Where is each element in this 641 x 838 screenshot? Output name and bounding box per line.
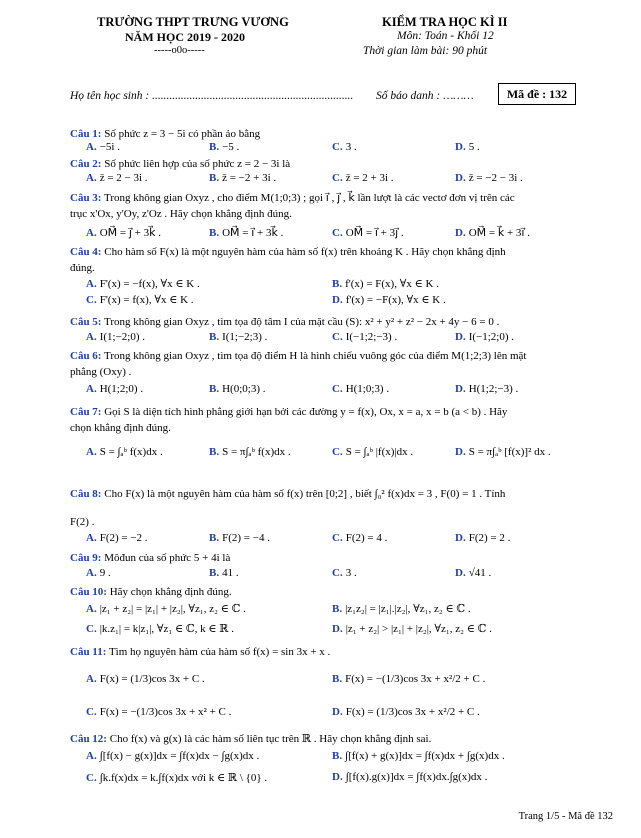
q3-option-c[interactable]: C. OM⃗ = i⃗ + 3j⃗ . xyxy=(332,227,404,239)
q12-option-c[interactable]: C. ∫k.f(x)dx = k.∫f(x)dx với k ∈ ℝ \ {0} . xyxy=(86,772,268,784)
q1-option-d[interactable]: D. 5 . xyxy=(455,141,480,153)
q8-option-b[interactable]: B. F(2) = −4 . xyxy=(209,532,270,544)
q10-option-c[interactable]: C. |k.z₁| = k|z₁|, ∀z₁ ∈ ℂ, k ∈ ℝ . xyxy=(86,623,234,635)
q7-option-b[interactable]: B. S = π∫ₐᵇ f(x)dx . xyxy=(209,446,291,458)
question-9: Câu 9: Môđun của số phức 5 + 4i là xyxy=(70,552,231,564)
q11-option-c[interactable]: C. F(x) = −(1/3)cos 3x + x² + C . xyxy=(86,706,232,718)
q6-option-c[interactable]: C. H(1;0;3) . xyxy=(332,383,390,395)
q12-option-a[interactable]: A. ∫[f(x) − g(x)]dx = ∫f(x)dx − ∫g(x)dx . xyxy=(86,750,260,762)
question-1: Câu 1: Số phức z = 3 − 5i có phần ảo bằng xyxy=(70,128,261,140)
question-12: Câu 12: Cho f(x) và g(x) là các hàm số liên tục trên ℝ . Hãy chọn khẳng định sai. xyxy=(70,733,432,745)
q8-option-c[interactable]: C. F(2) = 4 . xyxy=(332,532,388,544)
question-5: Câu 5: Trong không gian Oxyz , tìm tọa độ tâm I của mặt cầu (S): x² + y² + z² − 2x + 4y − 6 = 0 . xyxy=(70,316,500,328)
question-3: Câu 3: Trong không gian Oxyz , cho điểm M(1;0;3) ; gọi i⃗ , j⃗ , k⃗ lần lượt là các vectơ đơn vị trên các xyxy=(70,192,515,204)
q2-option-b[interactable]: B. z̄ = −2 + 3i . xyxy=(209,172,277,184)
q10-option-b[interactable]: B. |z₁z₂| = |z₁|.|z₂|, ∀z₁, z₂ ∈ ℂ . xyxy=(332,603,471,615)
question-3-cont: trục x'Ox, y'Oy, z'Oz . Hãy chọn khẳng định đúng. xyxy=(70,208,292,220)
q1-option-a[interactable]: A. −5i . xyxy=(86,141,120,153)
q10-option-d[interactable]: D. |z₁ + z₂| > |z₁| + |z₂|, ∀z₁, z₂ ∈ ℂ . xyxy=(332,623,492,635)
q3-option-a[interactable]: A. OM⃗ = j⃗ + 3k⃗ . xyxy=(86,227,161,239)
student-name-label: Họ tên học sinh : ...................................................................... xyxy=(70,90,354,102)
header-divider: -----o0o----- xyxy=(154,45,205,56)
q2-option-a[interactable]: A. z̄ = 2 − 3i . xyxy=(86,172,148,184)
question-8: Câu 8: Cho F(x) là một nguyên hàm của hàm số f(x) trên [0;2] , biết ∫₀² f(x)dx = 3 , F(0) = 1 . Tính xyxy=(70,488,506,500)
question-6: Câu 6: Trong không gian Oxyz , tìm tọa độ điểm H là hình chiếu vuông góc của điểm M(1;2;3) lên mặt xyxy=(70,350,527,362)
q5-option-d[interactable]: D. I(−1;2;0) . xyxy=(455,331,515,343)
q6-option-a[interactable]: A. H(1;2;0) . xyxy=(86,383,144,395)
q1-option-b[interactable]: B. −5 . xyxy=(209,141,240,153)
q9-option-a[interactable]: A. 9 . xyxy=(86,567,111,579)
school-name: TRƯỜNG THPT TRƯNG VƯƠNG xyxy=(97,15,289,29)
q5-option-a[interactable]: A. I(1;−2;0) . xyxy=(86,331,146,343)
q7-option-a[interactable]: A. S = ∫ₐᵇ f(x)dx . xyxy=(86,446,163,458)
q3-option-b[interactable]: B. OM⃗ = i⃗ + 3k⃗ . xyxy=(209,227,284,239)
q7-option-d[interactable]: D. S = π∫ₐᵇ [f(x)]² dx . xyxy=(455,446,551,458)
q9-option-d[interactable]: D. √41 . xyxy=(455,567,492,579)
exam-subject: Môn: Toán - Khối 12 xyxy=(397,30,494,42)
q11-option-a[interactable]: A. F(x) = (1/3)cos 3x + C . xyxy=(86,673,205,685)
q4-option-a[interactable]: A. F'(x) = −f(x), ∀x ∈ K . xyxy=(86,278,200,290)
q4-option-b[interactable]: B. f'(x) = F(x), ∀x ∈ K . xyxy=(332,278,439,290)
exam-duration: Thời gian làm bài: 90 phút xyxy=(363,45,488,57)
q1-option-c[interactable]: C. 3 . xyxy=(332,141,357,153)
q6-option-d[interactable]: D. H(1;2;−3) . xyxy=(455,383,519,395)
q8-option-a[interactable]: A. F(2) = −2 . xyxy=(86,532,148,544)
q9-option-c[interactable]: C. 3 . xyxy=(332,567,357,579)
question-7: Câu 7: Gọi S là diện tích hình phẳng giới hạn bởi các đường y = f(x), Ox, x = a, x = b (a < b) . Hãy xyxy=(70,406,508,418)
q5-option-b[interactable]: B. I(1;−2;3) . xyxy=(209,331,268,343)
q2-option-d[interactable]: D. z̄ = −2 − 3i . xyxy=(455,172,523,184)
q5-option-c[interactable]: C. I(−1;2;−3) . xyxy=(332,331,398,343)
question-4-cont: đúng. xyxy=(70,262,95,274)
q12-option-b[interactable]: B. ∫[f(x) + g(x)]dx = ∫f(x)dx + ∫g(x)dx . xyxy=(332,750,505,762)
question-8-cont: F(2) . xyxy=(70,516,95,528)
question-10: Câu 10: Hãy chọn khẳng định đúng. xyxy=(70,586,232,598)
q6-option-b[interactable]: B. H(0;0;3) . xyxy=(209,383,266,395)
question-11: Câu 11: Tìm họ nguyên hàm của hàm số f(x) = sin 3x + x . xyxy=(70,646,331,658)
q11-option-d[interactable]: D. F(x) = (1/3)cos 3x + x²/2 + C . xyxy=(332,706,480,718)
school-year: NĂM HỌC 2019 - 2020 xyxy=(125,30,245,44)
q3-option-d[interactable]: D. OM⃗ = k⃗ + 3i⃗ . xyxy=(455,227,530,239)
q4-option-d[interactable]: D. f'(x) = −F(x), ∀x ∈ K . xyxy=(332,294,446,306)
q11-option-b[interactable]: B. F(x) = −(1/3)cos 3x + x²/2 + C . xyxy=(332,673,486,685)
q2-option-c[interactable]: C. z̄ = 2 + 3i . xyxy=(332,172,394,184)
exam-title: KIỂM TRA HỌC KÌ II xyxy=(382,15,508,29)
q7-option-c[interactable]: C. S = ∫ₐᵇ |f(x)|dx . xyxy=(332,446,414,458)
q12-option-d[interactable]: D. ∫[f(x).g(x)]dx = ∫f(x)dx.∫g(x)dx . xyxy=(332,771,488,783)
question-2: Câu 2: Số phức liên hợp của số phức z = 2 − 3i là xyxy=(70,158,291,170)
q9-option-b[interactable]: B. 41 . xyxy=(209,567,239,579)
question-6-cont: phẳng (Oxy) . xyxy=(70,366,132,378)
exam-code-box: Mã đề : 132 xyxy=(498,83,576,105)
page-footer: Trang 1/5 - Mã đề 132 xyxy=(518,811,613,822)
q4-option-c[interactable]: C. F'(x) = f(x), ∀x ∈ K . xyxy=(86,294,194,306)
question-4: Câu 4: Cho hàm số F(x) là một nguyên hàm của hàm số f(x) trên khoảng K . Hãy chọn khẳng định xyxy=(70,246,506,258)
question-7-cont: chọn khẳng định đúng. xyxy=(70,422,171,434)
q8-option-d[interactable]: D. F(2) = 2 . xyxy=(455,532,511,544)
q10-option-a[interactable]: A. |z₁ + z₂| = |z₁| + |z₂|, ∀z₁, z₂ ∈ ℂ . xyxy=(86,603,246,615)
student-id-label: Số báo danh : ……… xyxy=(376,90,474,102)
